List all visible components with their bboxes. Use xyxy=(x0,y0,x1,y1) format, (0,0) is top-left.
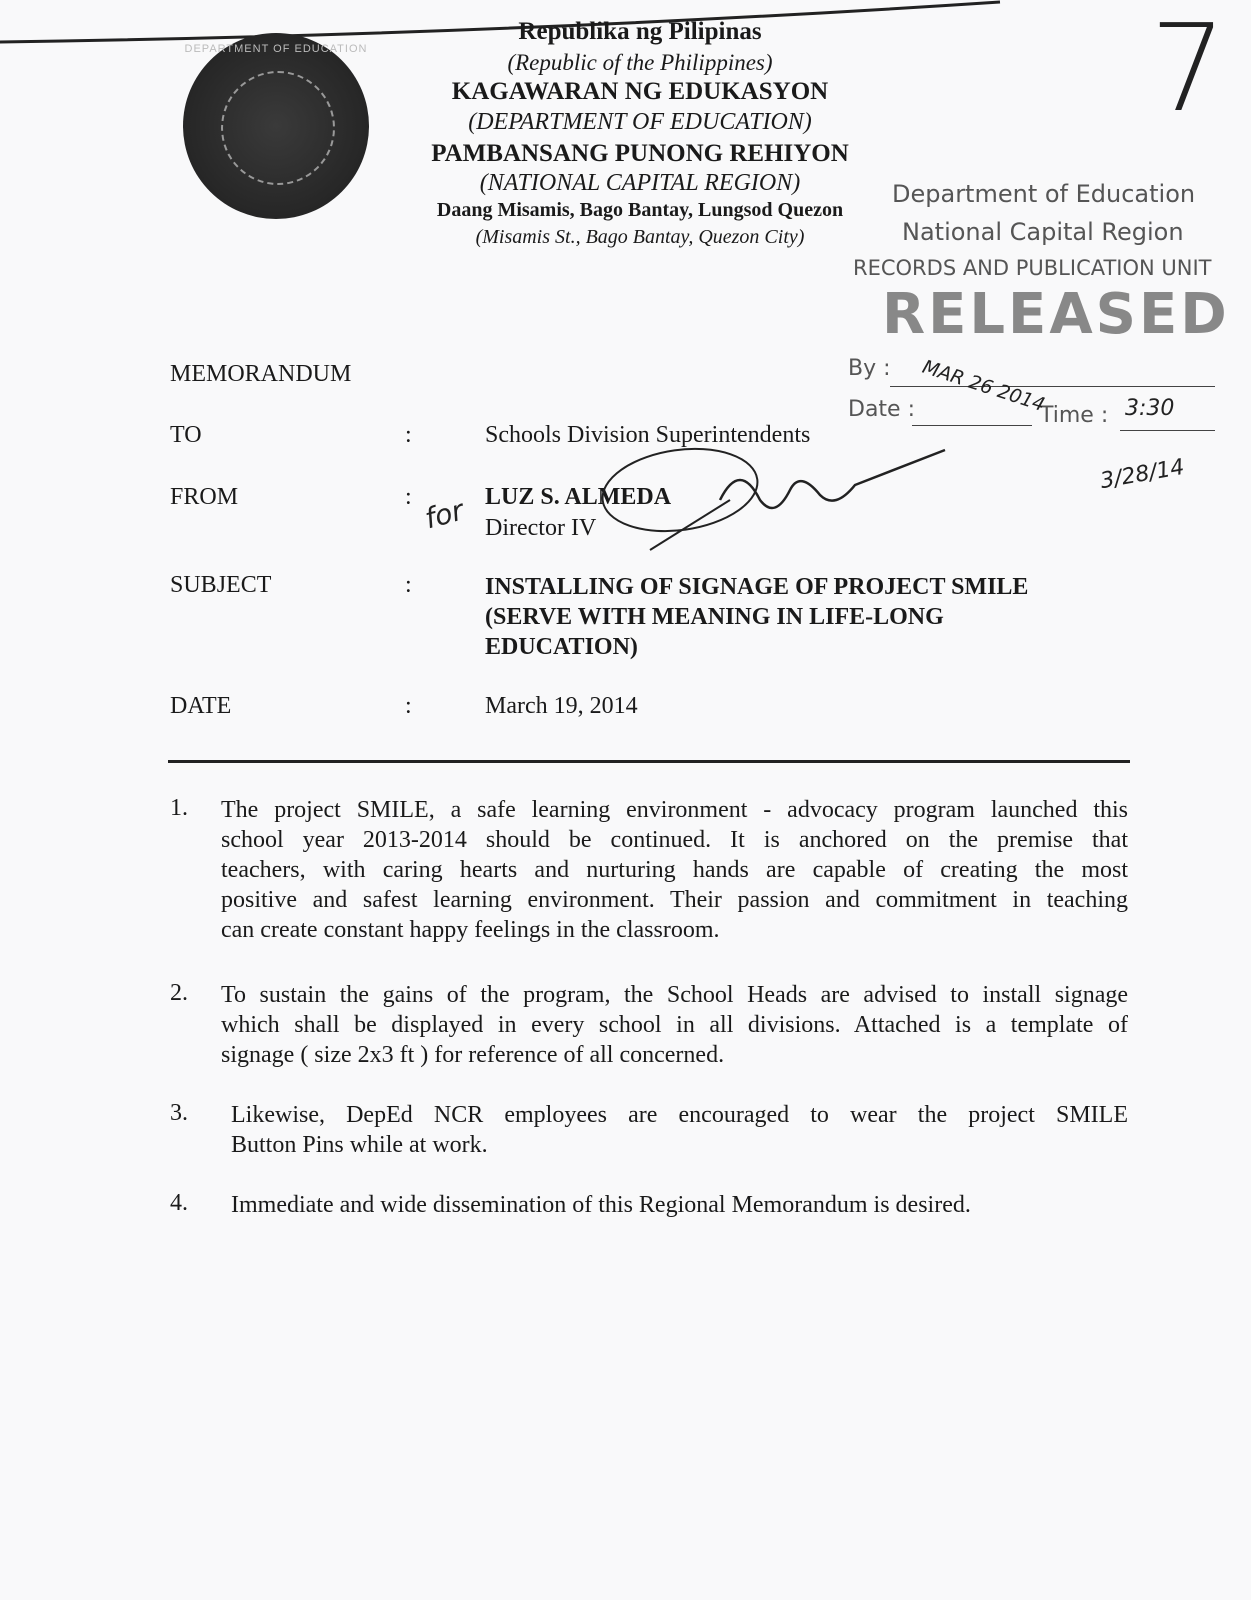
stamp-time-label: Time : xyxy=(1040,403,1109,428)
letterhead-line7: Daang Misamis, Bago Bantay, Lungsod Quezon xyxy=(436,199,844,221)
subject-value: INSTALLING OF SIGNAGE OF PROJECT SMILE (SERVE WITH MEANING IN LIFE-LONG EDUCATION) xyxy=(485,574,1029,660)
subject-colon: : xyxy=(405,572,412,598)
date-colon: : xyxy=(405,693,412,719)
stamp-date-label: Date : xyxy=(848,397,915,422)
stamp-by-label: By : xyxy=(848,356,891,381)
paragraph-4: Immediate and wide dissemination of this Regional Memorandum is desired. xyxy=(231,1192,971,1218)
letterhead-line4: (DEPARTMENT OF EDUCATION) xyxy=(468,109,812,135)
item-2-number: 2. xyxy=(170,980,188,1006)
letterhead-line5: PAMBANSANG PUNONG REHIYON xyxy=(431,140,849,167)
stamp-line2: National Capital Region xyxy=(902,218,1184,246)
paragraph-1: The project SMILE, a safe learning environment - advocacy program launched this school year 2013-2014 should be continued. It is anchored on the premise that teachers, with caring hearts and nurturing hands are capable of creating the most positive and safest learning environment. Their passion and commitment in teaching can create constant happy feelings in the classroom. xyxy=(221,797,1128,943)
to-value: Schools Division Superintendents xyxy=(485,422,811,448)
from-position: Director IV xyxy=(485,515,597,541)
signature xyxy=(590,440,970,570)
letterhead-line8: (Misamis St., Bago Bantay, Quezon City) xyxy=(475,226,805,248)
date-value: March 19, 2014 xyxy=(485,693,638,719)
subject-label: SUBJECT xyxy=(170,572,272,598)
header-divider xyxy=(168,760,1130,763)
to-colon: : xyxy=(405,422,412,448)
letterhead-line6: (NATIONAL CAPITAL REGION) xyxy=(479,170,801,196)
item-4-number: 4. xyxy=(170,1190,188,1216)
item-3-number: 3. xyxy=(170,1100,188,1126)
letterhead-line3: KAGAWARAN NG EDUKASYON xyxy=(451,78,829,105)
released-stamp: RELEASED xyxy=(882,282,1230,347)
stamp-line1: Department of Education xyxy=(892,180,1196,208)
to-label: TO xyxy=(170,422,202,448)
date-label: DATE xyxy=(170,693,232,719)
from-label: FROM xyxy=(170,484,239,510)
memorandum-title: MEMORANDUM xyxy=(170,361,352,387)
stamp-line3: RECORDS AND PUBLICATION UNIT xyxy=(853,256,1212,280)
handwritten-for-note: for xyxy=(421,493,468,536)
letterhead-line2: (Republic of the Philippines) xyxy=(507,50,773,75)
from-value: LUZ S. ALMEDA xyxy=(485,484,672,510)
item-1-number: 1. xyxy=(170,795,188,821)
paragraph-3: Likewise, DepEd NCR employees are encouraged to wear the project SMILE Button Pins while at work. xyxy=(231,1102,1128,1158)
handwritten-page-number: 7 xyxy=(1150,0,1227,139)
stamp-time-value: 3:30 xyxy=(1125,396,1175,421)
handwritten-received-note: 3/28/14 xyxy=(1098,454,1187,495)
letterhead-line1: Republika ng Pilipinas xyxy=(518,18,762,45)
from-colon: : xyxy=(405,484,412,510)
deped-seal: DEPARTMENT OF EDUCATION xyxy=(183,33,369,219)
stamp-date-value: MAR 26 2014 xyxy=(919,355,1048,417)
paragraph-2: To sustain the gains of the program, the School Heads are advised to install signage which shall be displayed in every school in all divisions. Attached is a template of signage ( size 2x3 ft ) for reference of all concerned. xyxy=(221,982,1128,1068)
